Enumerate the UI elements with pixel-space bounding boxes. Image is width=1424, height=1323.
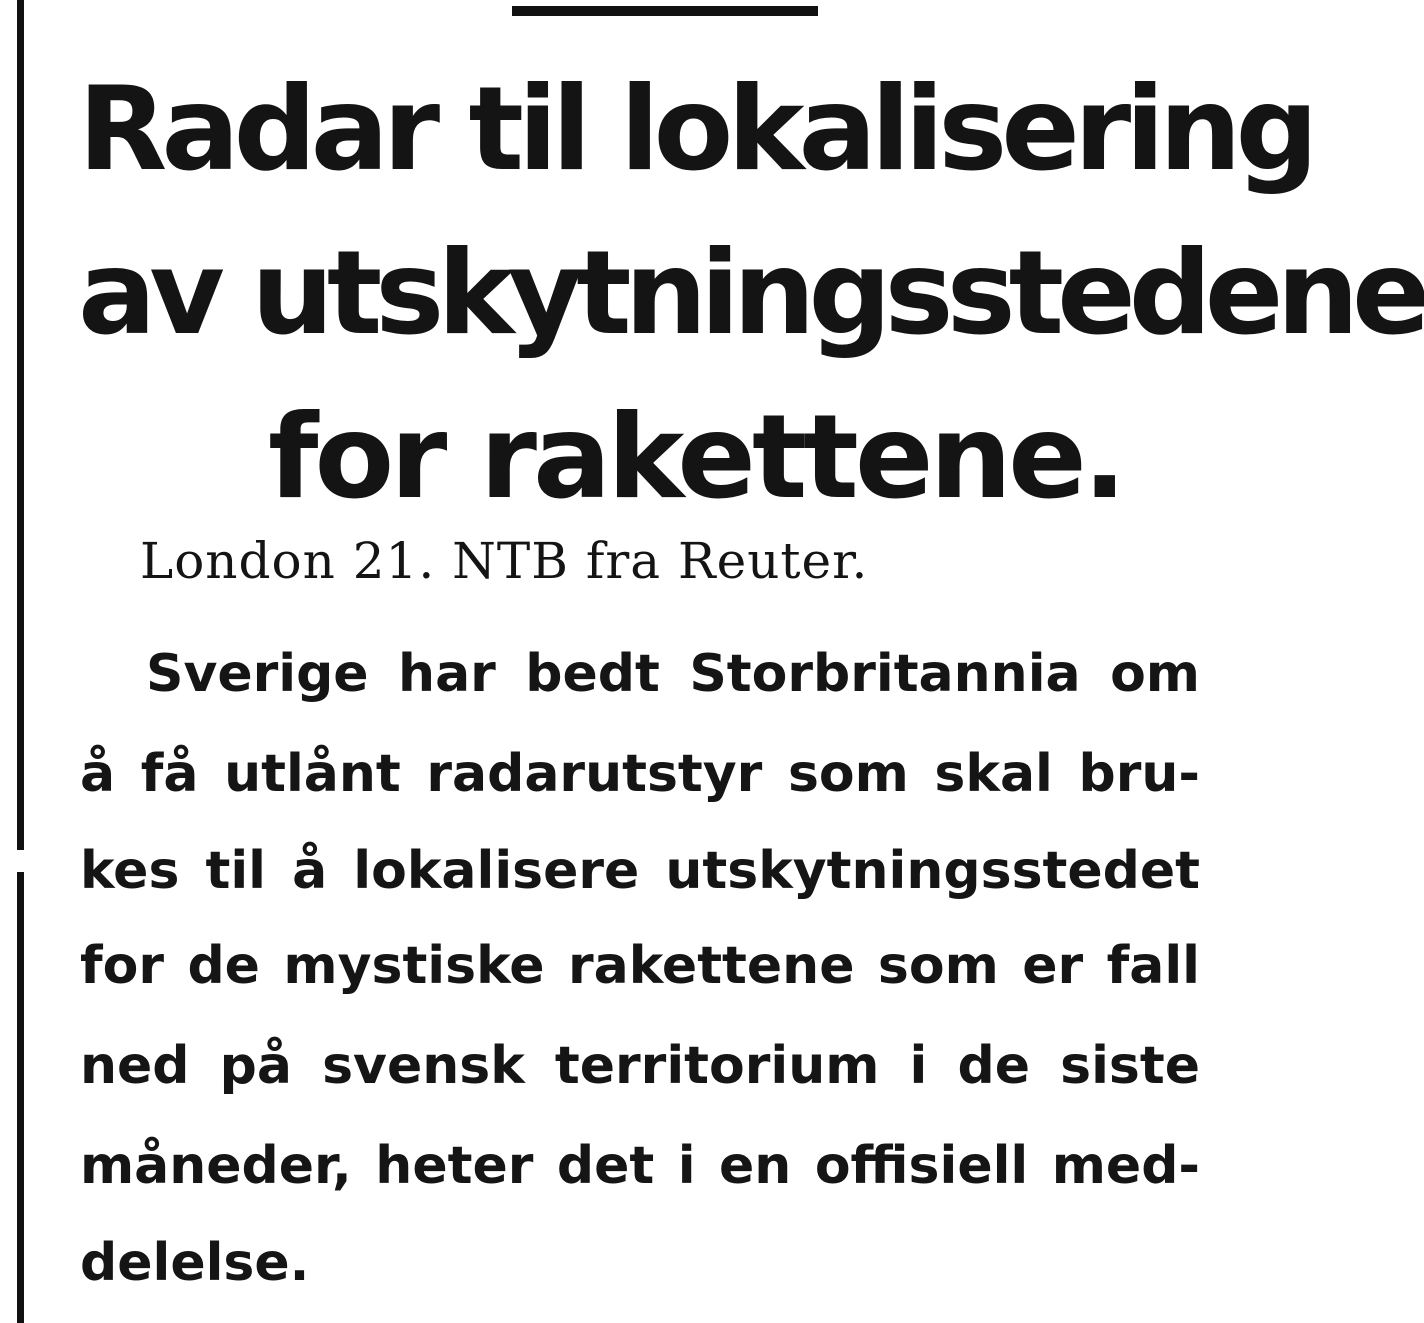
body-line-2: å få utlånt radarutstyr som skal bru-: [80, 744, 1200, 804]
dateline: London 21. NTB fra Reuter.: [140, 532, 869, 590]
headline-line-2: av utskytningsstedene: [78, 226, 1424, 361]
headline-line-3: for rakettene.: [268, 390, 1123, 525]
headline-line-1: Radar til lokalisering: [78, 62, 1313, 197]
body-line-7: delelse.: [80, 1233, 310, 1293]
body-line-6: måneder, heter det i en offisiell med-: [80, 1136, 1200, 1196]
column-rule-left-upper: [17, 0, 24, 850]
body-line-5: ned på svensk territorium i de siste: [80, 1036, 1200, 1096]
headline-top-rule: [512, 6, 818, 16]
column-rule-left-lower: [17, 872, 24, 1323]
body-line-4: for de mystiske rakettene som er fall: [80, 936, 1200, 996]
body-line-1: Sverige har bedt Storbritannia om: [146, 644, 1200, 704]
body-line-3: kes til å lokalisere utskytningsstedet: [80, 841, 1200, 901]
